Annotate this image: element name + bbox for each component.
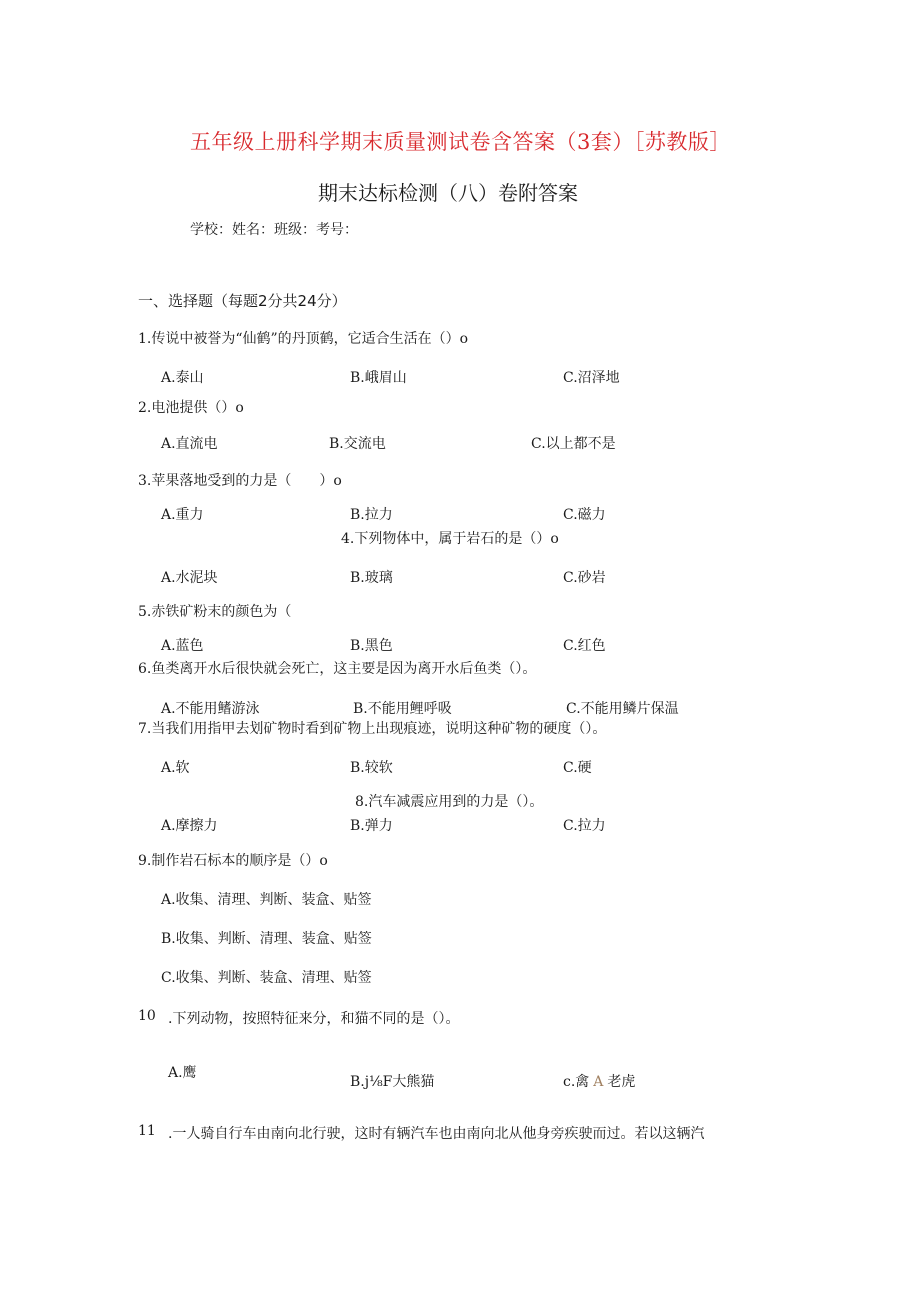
question-6-option-b: B.不能用鲤呼吸 [353, 701, 452, 717]
question-3-stem: 3.苹果落地受到的力是（ ）o [138, 473, 342, 489]
question-11-stem: .一人骑自行车由南向北行驶，这时有辆汽车也由南向北从他身旁疾驶而过。若以这辆汽 [168, 1126, 705, 1142]
question-3-option-b: B.拉力 [350, 507, 393, 523]
question-4-option-b: B.玻璃 [350, 570, 393, 586]
question-2-stem: 2.电池提供（）o [138, 400, 244, 416]
question-2-option-a: A.直流电 [161, 436, 218, 452]
question-8-option-a: A.摩擦力 [161, 818, 218, 834]
question-1-option-b: B.峨眉山 [350, 370, 407, 386]
question-5-option-a: A.蓝色 [161, 638, 204, 654]
question-8-option-b: B.弹力 [350, 818, 393, 834]
question-4-option-c: C.砂岩 [563, 570, 606, 586]
question-10-stem: .下列动物，按照特征来分，和猫不同的是（）。 [168, 1011, 460, 1027]
question-3-option-c: C.磁力 [563, 507, 606, 523]
question-9-option-c: C.收集、判断、装盒、清理、贴签 [161, 970, 372, 986]
question-1-stem: 1.传说中被誉为“仙鹤”的丹顶鹤，它适合生活在（）o [138, 331, 469, 347]
question-10-option-a: A.鹰 [168, 1065, 197, 1081]
question-4-stem: 4.下列物体中，属于岩石的是（）o [341, 531, 559, 547]
question-10-number: 10 [138, 1008, 156, 1024]
document-title: 五年级上册科学期末质量测试卷含答案（3套）［苏教版］ [190, 130, 731, 154]
question-4-option-a: A.水泥块 [161, 570, 218, 586]
question-9-option-a: A.收集、清理、判断、装盒、贴签 [161, 892, 372, 908]
question-10-option-c-label: c.禽 [563, 1074, 590, 1090]
question-2-option-b: B.交流电 [329, 436, 386, 452]
question-5-option-b: B.黑色 [350, 638, 393, 654]
section-heading: 一、选择题（每题2分共24分） [138, 292, 347, 310]
question-5-option-c: C.红色 [563, 638, 606, 654]
question-2-option-c: C.以上都不是 [531, 436, 616, 452]
question-7-option-c: C.硬 [563, 760, 592, 776]
question-6-stem: 6.鱼类离开水后很快就会死亡，这主要是因为离开水后鱼类（）。 [138, 661, 537, 677]
question-9-stem: 9.制作岩石标本的顺序是（）o [138, 853, 328, 869]
question-11-number: 11 [138, 1123, 156, 1139]
question-10-option-c-mark: A [593, 1074, 604, 1090]
exam-subtitle: 期末达标检测（八）卷附答案 [318, 181, 578, 205]
question-9-option-b: B.收集、判断、清理、装盒、贴签 [161, 931, 372, 947]
question-10-option-c [563, 1071, 635, 1091]
question-10-option-b: B.j⅛F大熊猫 [350, 1074, 435, 1090]
question-7-option-a: A.软 [161, 760, 190, 776]
question-7-option-b: B.较软 [350, 760, 393, 776]
question-1-option-c: C.沼泽地 [563, 370, 620, 386]
question-1-option-a: A.泰山 [161, 370, 204, 386]
question-3-option-a: A.重力 [161, 507, 204, 523]
question-6-option-a: A.不能用鳍游泳 [161, 701, 260, 717]
question-7-stem: 7.当我们用指甲去划矿物时看到矿物上出现痕迹，说明这种矿物的硬度（）。 [138, 721, 607, 737]
question-5-stem: 5.赤铁矿粉末的颜色为（ [138, 604, 292, 620]
question-6-option-c: C.不能用鳞片保温 [566, 701, 679, 717]
question-10-option-c-text: 老虎 [607, 1074, 636, 1090]
question-8-stem: 8.汽车减震应用到的力是（）。 [355, 794, 544, 810]
question-8-option-c: C.拉力 [563, 818, 606, 834]
student-info-line: 学校：姓名：班级：考号： [190, 222, 358, 238]
